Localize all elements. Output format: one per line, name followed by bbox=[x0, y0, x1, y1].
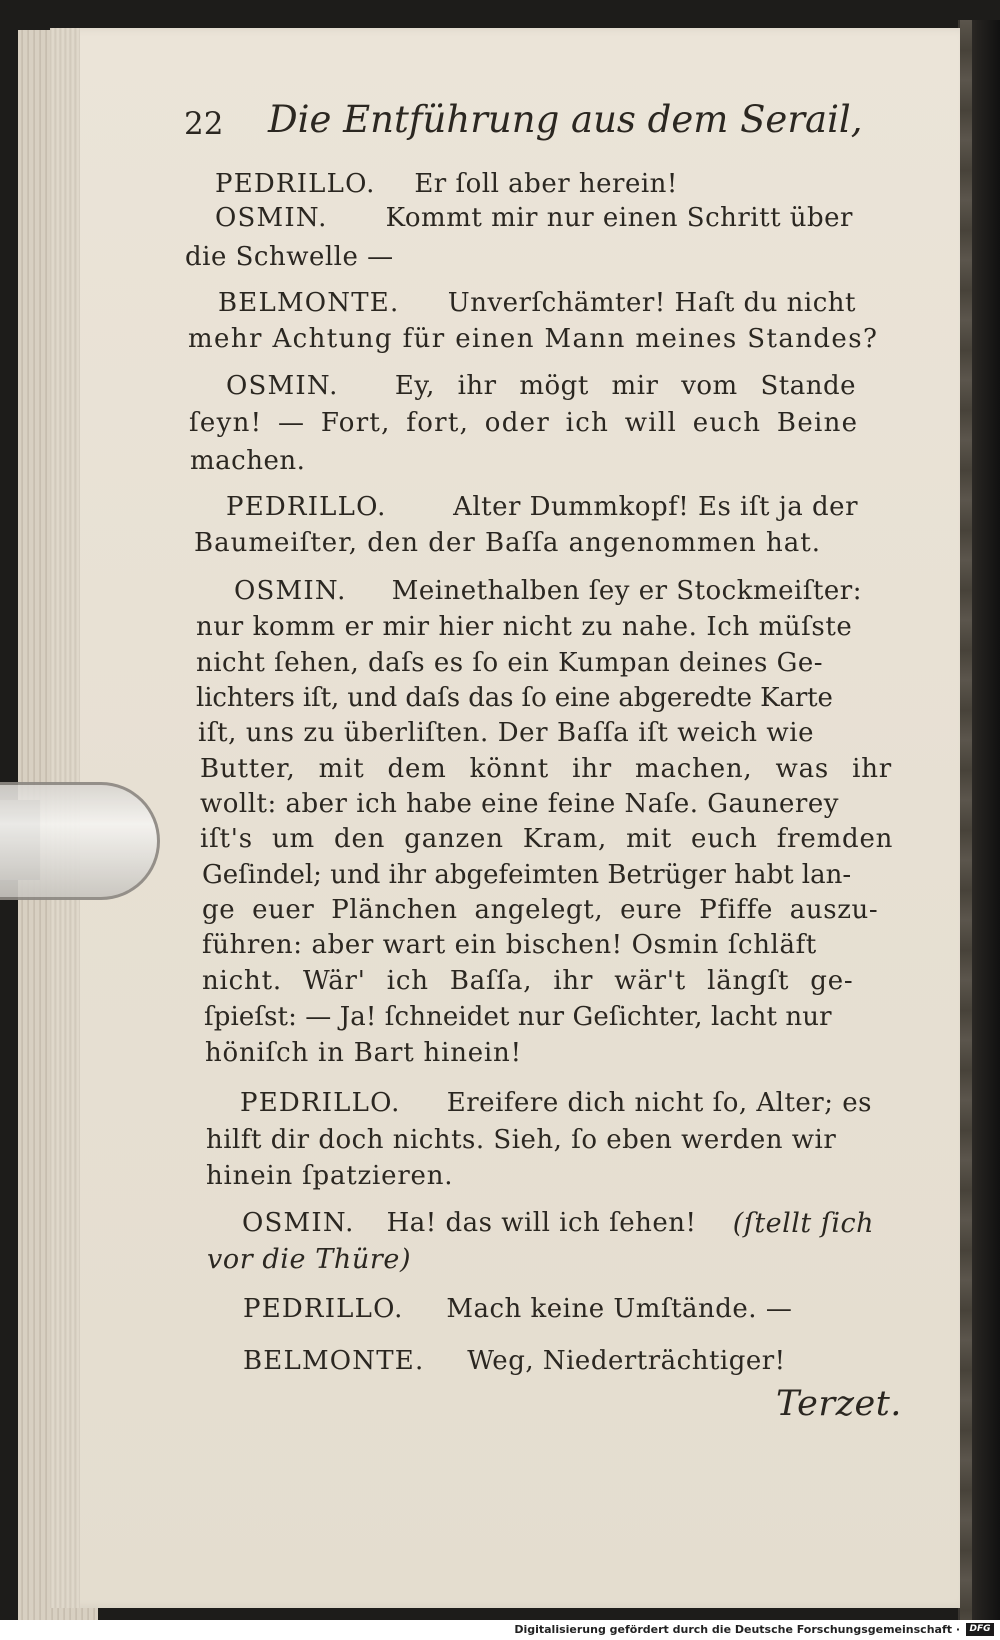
line-7: ſeyn! — Fort, fort, oder ich will euch Beine bbox=[189, 408, 859, 438]
speaker-name: OSMIN. bbox=[226, 371, 339, 401]
line-26: hilft dir doch nichts. Sieh, ſo eben werden wir bbox=[206, 1125, 837, 1155]
speech-text: Ey, ihr mögt mir vom Stande bbox=[394, 371, 856, 401]
page-clip-icon bbox=[0, 782, 160, 900]
line-11 bbox=[234, 578, 862, 604]
speaker-name: BELMONTE. bbox=[218, 288, 400, 318]
speech-text: Ha! das will ich ſehen! bbox=[386, 1208, 697, 1238]
line-6 bbox=[226, 373, 856, 399]
line-18: iſt's um den ganzen Kram, mit euch fremden bbox=[200, 824, 894, 854]
line-31 bbox=[243, 1348, 786, 1374]
line-2 bbox=[215, 205, 853, 231]
speech-text: Meinethalben ſey er Stockmeiſter: bbox=[391, 576, 862, 606]
line-9 bbox=[226, 494, 858, 520]
speech-text: Mach keine Umſtände. — bbox=[446, 1294, 793, 1324]
line-28 bbox=[242, 1210, 874, 1237]
line-13: nicht ſehen, daſs es ſo ein Kumpan deines Ge- bbox=[196, 648, 824, 678]
dfg-logo: DFG bbox=[966, 1623, 994, 1636]
line-5: mehr Achtung für einen Mann meines Standes? bbox=[188, 324, 879, 354]
line-21: führen: aber wart ein bischen! Osmin ſchläft bbox=[202, 930, 817, 960]
speech-text: Unverſchämter! Haſt du nicht bbox=[447, 288, 856, 318]
line-14: lichters iſt, und daſs das ſo eine abgeredte Karte bbox=[196, 683, 833, 713]
line-8: machen. bbox=[190, 446, 306, 476]
speech-text: Alter Dummkopf! Es iſt ja der bbox=[453, 492, 858, 522]
footer-credit: Digitalisierung gefördert durch die Deutsche Forschungsgemeinschaft · bbox=[514, 1623, 960, 1636]
line-22: nicht. Wär' ich Baſſa, ihr wär't längſt ge- bbox=[202, 966, 854, 996]
page-number: 22 bbox=[184, 106, 224, 142]
speech-text: Ereifere dich nicht ſo, Alter; es bbox=[446, 1088, 872, 1118]
line-29: vor die Thüre) bbox=[207, 1244, 412, 1275]
line-24: höniſch in Bart hinein! bbox=[205, 1038, 522, 1068]
catchword: Terzet. bbox=[776, 1384, 902, 1424]
binding-strip bbox=[960, 20, 972, 1620]
speaker-name: PEDRILLO. bbox=[243, 1294, 404, 1324]
line-30 bbox=[243, 1296, 792, 1322]
line-10: Baumeiſter, den der Baſſa angenommen hat. bbox=[194, 528, 821, 558]
line-20: ge euer Plänchen angelegt, eure Pfiffe auszu- bbox=[202, 895, 879, 925]
speaker-name: OSMIN. bbox=[215, 203, 328, 233]
speaker-name: PEDRILLO. bbox=[240, 1088, 401, 1118]
line-3: die Schwelle — bbox=[185, 242, 394, 272]
speaker-name: PEDRILLO. bbox=[226, 492, 387, 522]
line-17: wollt: aber ich habe eine feine Naſe. Gaunerey bbox=[200, 789, 839, 819]
speaker-name: OSMIN. bbox=[234, 576, 347, 606]
book-right-edge bbox=[958, 20, 1000, 1620]
speech-text: Weg, Niederträchtiger! bbox=[467, 1346, 786, 1376]
line-12: nur komm er mir hier nicht zu nahe. Ich müſste bbox=[196, 612, 853, 642]
stage-direction: (ſtellt ſich bbox=[732, 1208, 874, 1239]
speaker-name: OSMIN. bbox=[242, 1208, 355, 1238]
line-15: iſt, uns zu überliſten. Der Baſſa iſt weich wie bbox=[198, 718, 815, 748]
speaker-name: BELMONTE. bbox=[243, 1346, 425, 1376]
speaker-name: PEDRILLO. bbox=[215, 169, 376, 199]
line-1 bbox=[215, 171, 678, 197]
running-title: Die Entführung aus dem Serail, bbox=[268, 98, 863, 141]
speech-text: Kommt mir nur einen Schritt über bbox=[385, 203, 853, 233]
line-4 bbox=[218, 290, 856, 316]
line-16: Butter, mit dem könnt ihr machen, was ihr bbox=[200, 754, 893, 784]
line-23: ſpieſst: — Ja! ſchneidet nur Geſichter, lacht nur bbox=[204, 1002, 832, 1032]
line-25 bbox=[240, 1090, 872, 1116]
line-19: Geſindel; und ihr abgefeimten Betrüger habt lan- bbox=[202, 860, 852, 890]
line-27: hinein ſpatzieren. bbox=[206, 1161, 454, 1191]
speech-text: Er ſoll aber herein! bbox=[414, 169, 678, 199]
